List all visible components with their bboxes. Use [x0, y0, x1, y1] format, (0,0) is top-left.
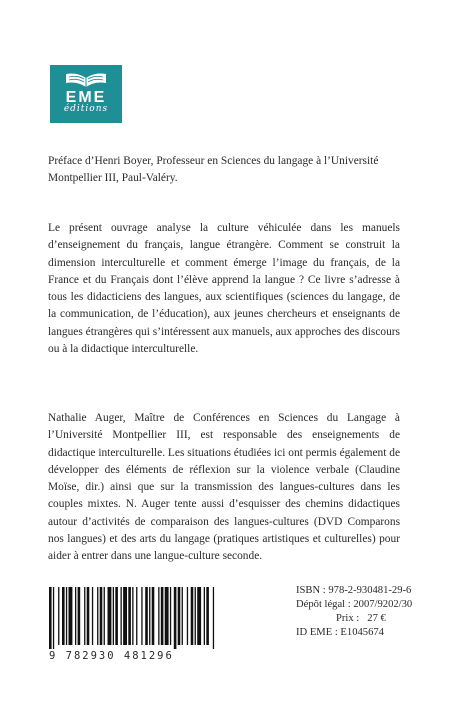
summary-text: Le présent ouvrage analyse la culture véhiculée dans les manuels d’enseignement du français, langue étrangère. Comment se construit la dimension interculturelle et comment émerge l’image du français, de la France et du Français dont l’élève apprend la langue ? Ce livre s’adresse à tous les didacticiens des langues, aux scientifiques (sciences du langage, de la communication, de l’éducation), aux jeunes chercheurs et enseignants de langues étrangères qui s’intéressent aux manuels, aux approches des discours ou à la didactique interculturelle. — [48, 222, 400, 356]
price-value: 27 € — [367, 613, 386, 624]
publisher-logo — [50, 65, 122, 123]
preface-text: Préface d’Henri Boyer, Professeur en Sciences du langage à l’Université Montpellier III, Paul-Valéry. — [48, 155, 379, 185]
author-bio-text: Nathalie Auger, Maître de Conférences en Sciences du Langage à l’Université Montpellier III, est responsable des enseignements de didactique interculturelle. Les situations étudiées ici ont permis également de développer des éléments de réflexion sur la violence verbale (Claudine Moïse, dir.) ainsi que sur la transmission des langues-cultures dans les couples mixtes. N. Auger tente aussi d’esquisser des chemins didactiques autour d’activités de comparaison des langues-cultures (DVD Comparons nos langues) et des arts du langage (pratiques artistiques et culturelles) pour aider à entrer dans une langue-culture seconde. — [48, 412, 400, 563]
price-label: Prix : — [336, 613, 360, 624]
eme-id: ID EME : E1045674 — [296, 627, 384, 638]
depot-legal: Dépôt légal : 2007/9202/30 — [296, 599, 413, 610]
logo-brand: EME — [65, 89, 107, 106]
barcode-bars — [47, 587, 217, 649]
isbn: ISBN : 978-2-930481-29-6 — [296, 585, 412, 596]
price-row — [296, 612, 436, 626]
open-book-icon — [63, 70, 109, 90]
barcode-digits: 9 782930 481296 — [49, 650, 174, 662]
logo-subtitle: éditions — [63, 104, 109, 114]
barcode — [47, 587, 217, 662]
book-info — [296, 584, 436, 640]
